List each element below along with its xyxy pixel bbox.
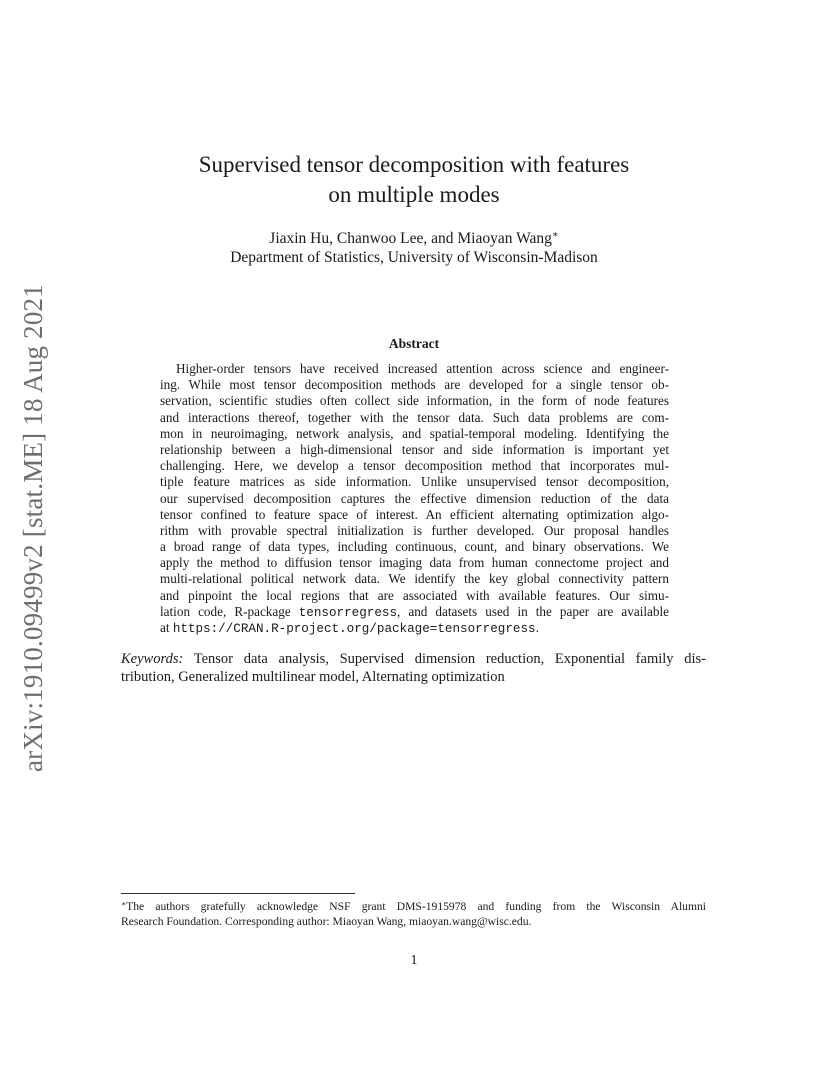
keywords-label: Keywords:: [121, 651, 184, 667]
abstract-line-url: [160, 620, 669, 636]
footnote-text: The authors gratefully acknowledge NSF grant DMS-1915978 and funding from the Wisconsin Alumni: [126, 900, 706, 913]
abstract-line: ing. While most tensor decomposition methods are developed for a single tensor ob-: [160, 377, 669, 393]
abstract-line: and interactions thereof, together with the tensor data. Such data problems are com-: [160, 409, 669, 425]
footnote-marker: ∗: [121, 898, 127, 908]
author-block: [0, 229, 828, 267]
abstract-line: rithm with provable spectral initialization is further developed. Our proposal handles: [160, 522, 669, 538]
abstract-line: mon in neuroimaging, network analysis, and spatial-temporal modeling. Identifying the: [160, 425, 669, 441]
package-url-link[interactable]: https://CRAN.R-project.org/package=tensorregress: [172, 622, 536, 636]
abstract-text: .: [535, 620, 539, 635]
package-name: tensorregress: [298, 605, 397, 620]
paper-title: [0, 150, 828, 210]
abstract-heading: Abstract: [388, 336, 440, 351]
keywords-line: [121, 650, 706, 668]
abstract-line: a broad range of data types, including continuous, count, and binary observations. We: [160, 539, 669, 555]
abstract-line: tiple feature matrices as side information. Unlike unsupervised tensor decomposition,: [160, 474, 669, 490]
keywords-line: tribution, Generalized multilinear model, Alternating optimization: [121, 669, 505, 685]
abstract-text: , and datasets used in the paper are available: [397, 603, 669, 619]
footnote-divider: [121, 893, 355, 894]
author-footnote-marker: ∗: [551, 229, 559, 241]
keywords-block: [121, 650, 706, 686]
abstract-line: our supervised decomposition captures the effective dimension reduction of the data: [160, 490, 669, 506]
abstract-line: multi-relational political network data. We identify the key global connectivity pattern: [160, 571, 669, 587]
author-affiliation: Department of Statistics, University of Wisconsin-Madison: [230, 249, 598, 266]
abstract-line: Higher-order tensors have received increased attention across science and engineer-: [176, 361, 669, 376]
page-number: 1: [410, 953, 418, 968]
title-line-1: Supervised tensor decomposition with features: [198, 152, 630, 177]
author-names-line: [0, 229, 828, 248]
abstract-line: tensor confined to feature space of interest. An efficient alternating optimization algo-: [160, 506, 669, 522]
abstract-line-package: [160, 604, 669, 620]
footnote-line: [121, 899, 706, 914]
keywords-text: Tensor data analysis, Supervised dimension reduction, Exponential family dis-: [183, 651, 706, 667]
abstract-text: at: [160, 620, 173, 635]
abstract-line: servation, scientific studies often collect side information, in the form of node features: [160, 393, 669, 409]
footnote-line: Research Foundation. Corresponding author: Miaoyan Wang, miaoyan.wang@wisc.edu.: [121, 915, 532, 928]
title-line-2: on multiple modes: [328, 182, 500, 207]
footnote: [121, 899, 706, 929]
arxiv-identifier: arXiv:1910.09499v2 [stat.ME] 18 Aug 2021: [18, 284, 48, 772]
abstract-line: challenging. Here, we develop a tensor decomposition method that incorporates mul-: [160, 458, 669, 474]
abstract-line: apply the method to diffusion tensor imaging data from human connectome project and: [160, 555, 669, 571]
abstract-line: and pinpoint the local regions that are associated with available features. Our simu-: [160, 587, 669, 603]
author-names: Jiaxin Hu, Chanwoo Lee, and Miaoyan Wang: [269, 230, 552, 247]
abstract-line: relationship between a high-dimensional tensor and side information is important yet: [160, 441, 669, 457]
abstract-body: [160, 361, 669, 636]
abstract-text: lation code, R-package: [160, 603, 299, 619]
